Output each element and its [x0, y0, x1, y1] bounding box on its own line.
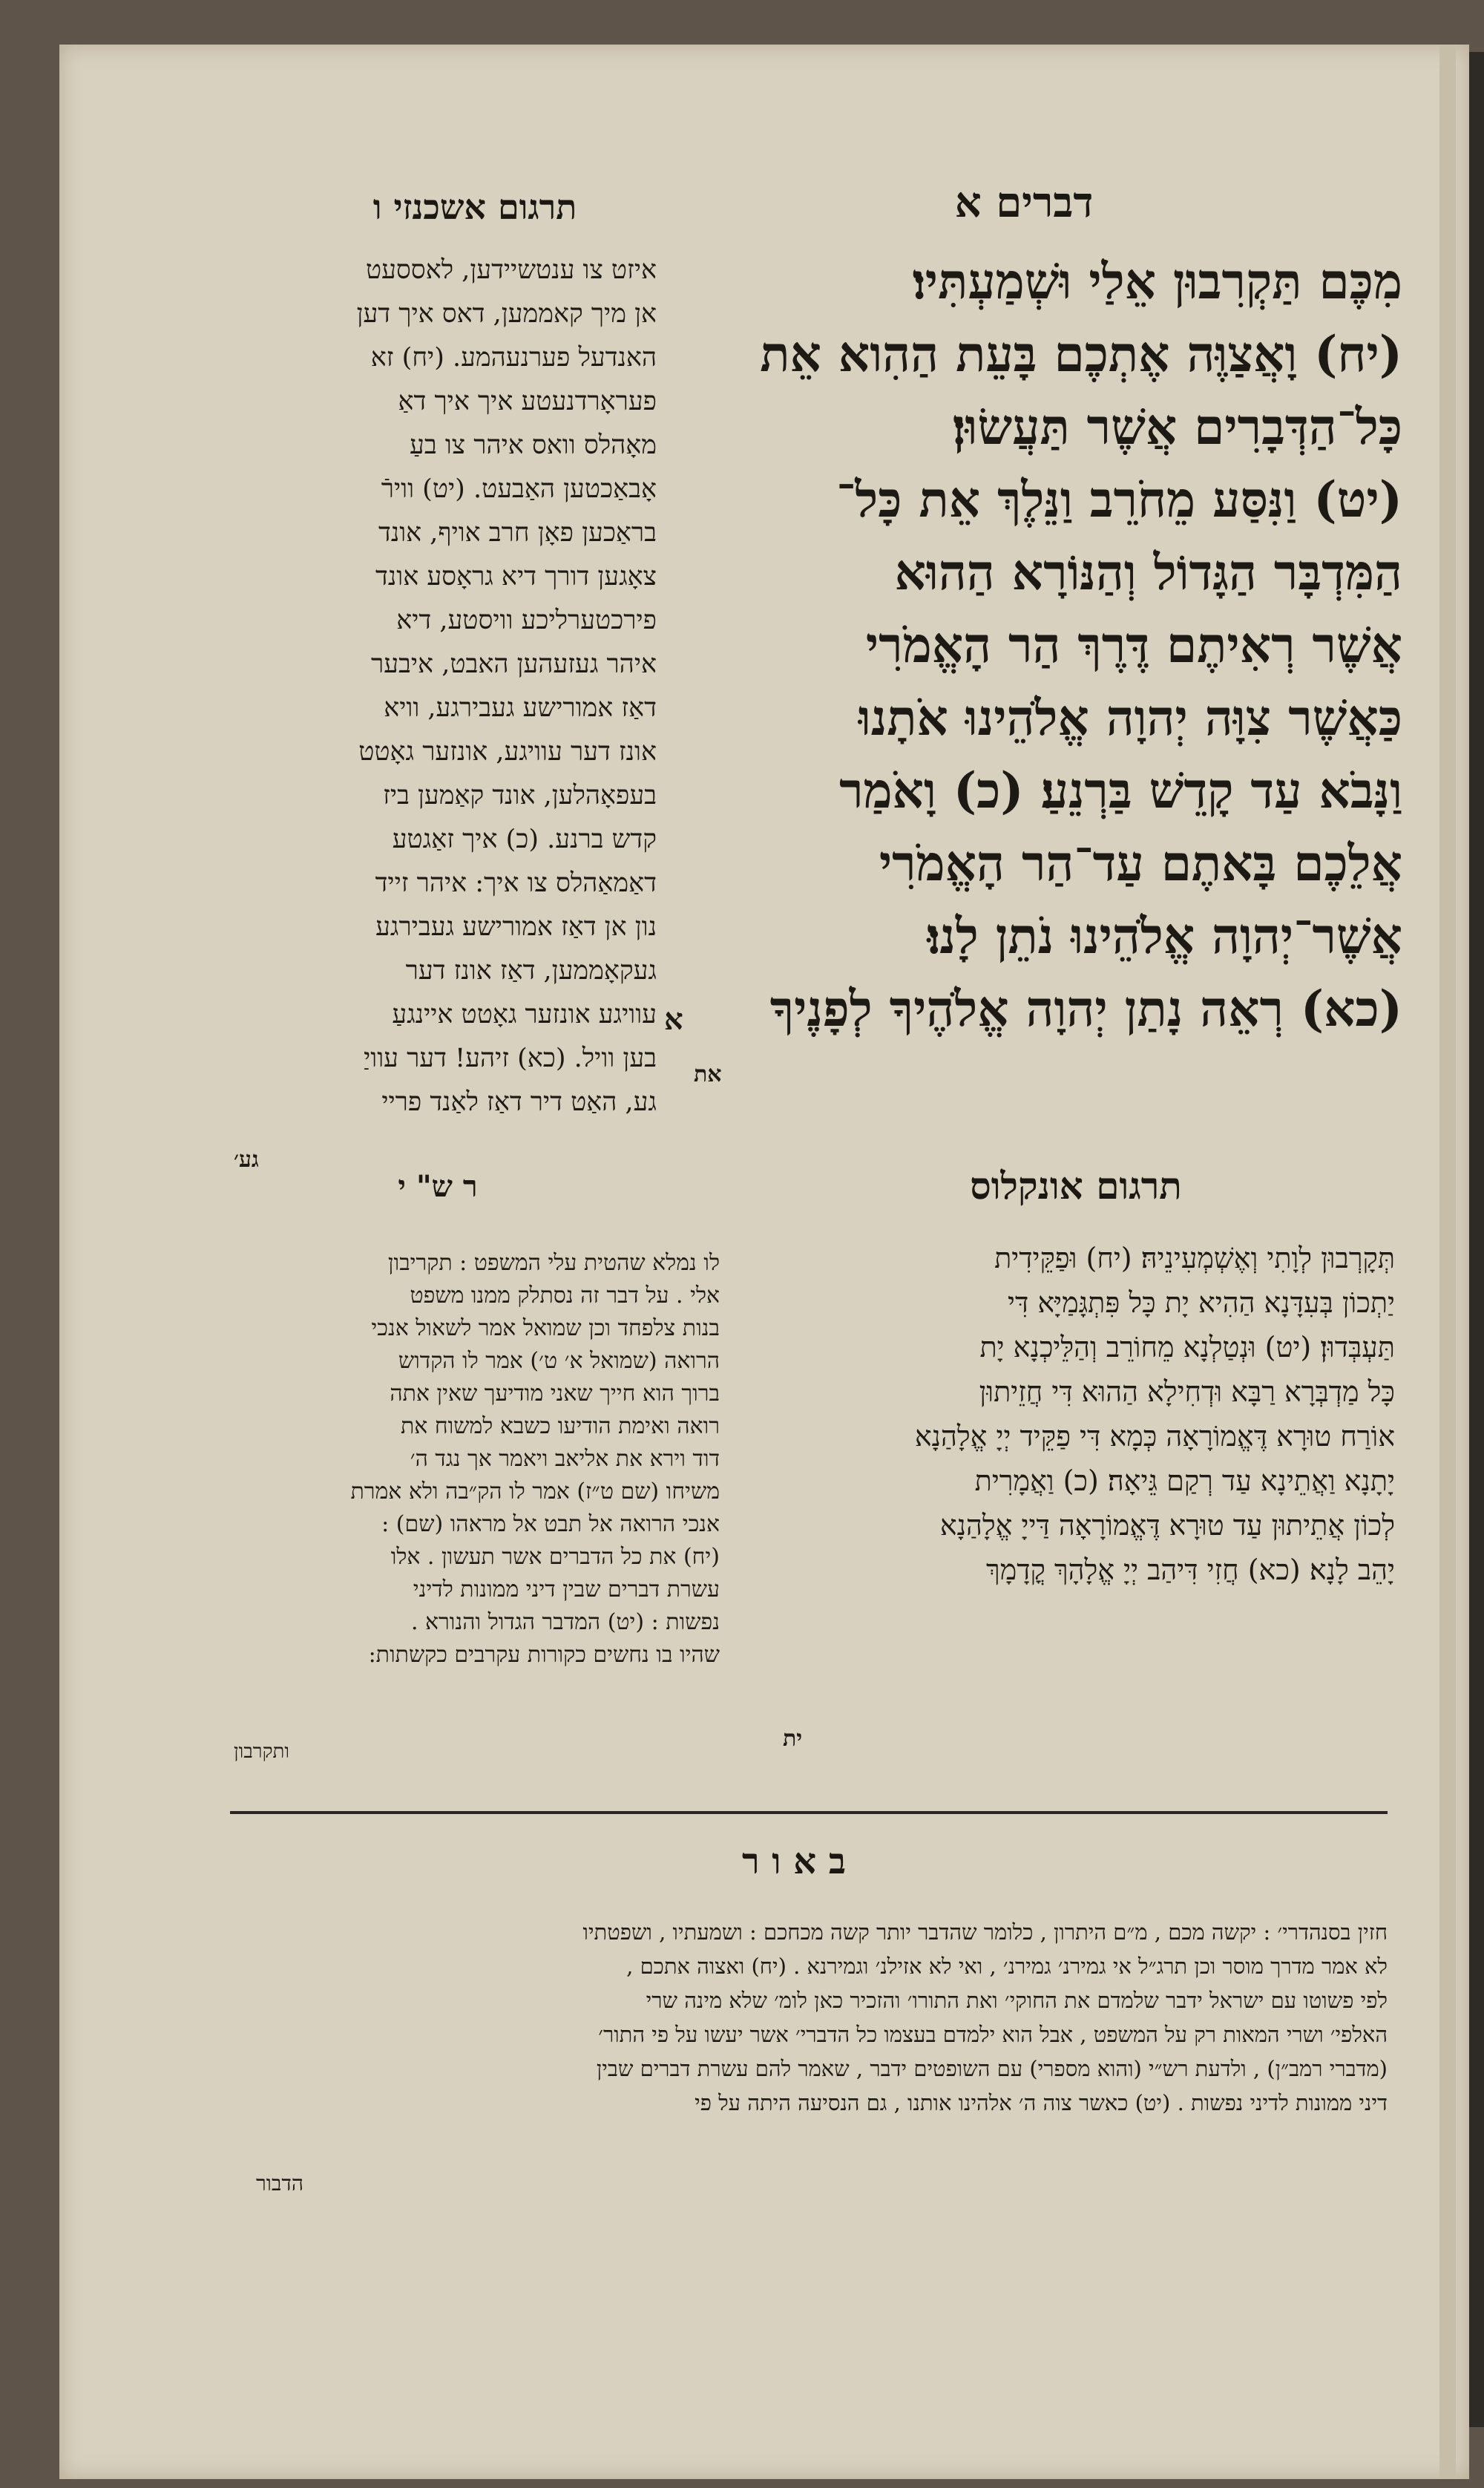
rashi-line: דוד וירא את אליאב ויאמר אך נגד ה׳ [410, 1446, 720, 1472]
ashkenazi-line: איזט צו ענטשיידען, לאססעט [365, 255, 657, 285]
onkelos-line: תְּקָרְבוּן לְוָתִי וְאֶשְׁמְעִינֵיהּ׃ (יח) וּפַקֵּידִית [994, 1242, 1395, 1274]
ashkenazi-line: דאַז אמורישע געבירגע, וויא [384, 693, 657, 723]
main-text-line: וַנָּבֹא עַד קָדֵשׁ בַּרְנֵעַ׃ (כ) וָאֹמַר [839, 762, 1402, 819]
rashi-line: רואה ואימת הודיעו כשבא למשוח את [400, 1413, 720, 1439]
onkelos-line: לְכוֹן אֲתֵיתוּן עַד טוּרָא דֶּאֱמוֹרָאָה דַּייָ אֱלָהַנָא [939, 1509, 1395, 1542]
main-text-line: הַמִּדְבָּר הַגָּדוֹל וְהַנּוֹרָא הַהוּא [894, 543, 1402, 601]
rashi-line: בנות צלפחד וכן שמואל אמר לשאול אנכי [371, 1315, 720, 1341]
rashi-line: לו נמלא שהטית עלי המשפט : תקריבון [387, 1250, 720, 1276]
rashi-line: ברוך הוא חייך שאני מודיעך שאין אתה [390, 1381, 720, 1407]
biur-line: לפי פשוטו עם ישראל ידבר שלמדם את החוקי׳ ואת התורו׳ והזכיר כאן לומ׳ שלא מינה שרי [646, 1988, 1388, 2013]
ashkenazi-line: בראַכען פאָן חרב אויף, אונד [378, 518, 657, 548]
main-catchword: את [694, 1061, 722, 1087]
main-text-line: כָּל־הַדְּבָרִים אֲשֶׁר תַּעֲשׂוּן׃ [952, 398, 1402, 456]
biur-line: דיני ממונות לדיני נפשות . (יט) כאשר צוה ה׳ אלהינו אותנו , גם הנסיעה היתה על פי [695, 2090, 1388, 2115]
ashkenazi-line: בעפאָהלען, אונד קאַמען ביז [383, 781, 657, 811]
ashkenazi-translation-header: תרגום אשכנזי ו [372, 187, 577, 227]
onkelos-line: יַתְכוֹן בְּעִדָּנָא הַהִיא יָת כָּל פִּתְגָּמַיָּא דִּי [1008, 1286, 1395, 1319]
onkelos-line: אוֹרַח טוּרָא דֶּאֱמוֹרָאָה כְּמָא דִּי פַקֵּיד יְיָ אֱלָהַנָא [914, 1420, 1395, 1453]
main-column-marker: א [664, 1002, 683, 1037]
rashi-line: אנכי הרואה אל תבט אל מראהו (שם) : [381, 1511, 720, 1537]
ashkenazi-line: געקאָממען, דאַז אונז דער [405, 956, 657, 986]
rashi-commentary-text [230, 1247, 720, 1672]
biur-line: לא אמר מדרך מוסר וכן תרג״ל אי גמירנ׳ גמירנ׳ , ואי לא אזילנ׳ וגמירנא . (יח) ואצוה אתכם , [626, 1954, 1388, 1979]
ashkenazi-line: פירכטערליכע וויסטע, דיא [396, 606, 657, 635]
main-text-line: (יט) וַנִּסַּע מֵחֹרֵב וַנֵּלֶךְ אֵת כָּל־ [836, 471, 1402, 528]
rashi-header: ר ש" י [398, 1169, 478, 1204]
main-text-line: אֲשֶׁר רְאִיתֶם דֶּרֶךְ הַר הָאֱמֹרִי [865, 616, 1402, 674]
ashkenazi-line: אָבאַכטען האַבעט. (יט) ווירֿ [381, 474, 657, 504]
biur-catchword: הדבור [256, 2171, 303, 2196]
biur-line: (מדברי רמב״ן) , ולדעת רש״י (והוא מספרי) עם השופטים ידבר , שאמר להם עשרת דברים שבין [596, 2056, 1388, 2081]
ashkenazi-line: נון אן דאַז אמורישע געבירגע [375, 912, 657, 942]
ashkenazi-translation-text [223, 249, 657, 1124]
onkelos-line: כָּל מַדְבְּרָא רַבָּא וּדְחִילָא הַהוּא דִּי חֲזֵיתוּן [979, 1375, 1395, 1408]
ashkenazi-catchword: גע׳ [234, 1147, 259, 1173]
main-text-line: אֲשֶׁר־יְהוָה אֱלֹהֵינוּ נֹתֵן לָנוּ׃ [927, 907, 1402, 965]
biur-header: ב א ו ר [742, 1841, 846, 1882]
onkelos-line: יָתָנָא וַאֲתֵינָא עַד רְקַם גֵּיאָה׃ (כ) וַאֲמָרִית [974, 1464, 1395, 1497]
rashi-line: משיחו (שם ט״ז) אמר לו הק״בה ולא אמרת [350, 1479, 720, 1505]
ashkenazi-line: דאַמאַהלס צו איך: איהר זייד [375, 868, 657, 898]
rashi-line: הרואה (שמואל א׳ ט׳) אמר לו הקדוש [398, 1348, 720, 1374]
onkelos-line: תַּעְבְּדוּן׃ (יט) וּנְטַלְנָא מֵחוֹרֵב וְהַלֵּיכְנָא יָת [979, 1331, 1395, 1364]
ashkenazi-line: גע, האַט דיר דאַז לאַנד פריי [381, 1087, 657, 1117]
main-torah-text [653, 245, 1402, 1045]
ashkenazi-line: עוויגע אונזער גאָטט איינגעַ [392, 1000, 657, 1029]
page-edge-strip [1439, 45, 1456, 2479]
main-text-header: דברים א [954, 178, 1094, 227]
ashkenazi-line: מאָהלס וואס איהר צו בעַ [410, 431, 657, 460]
onkelos-line: יָהֵב לָנָא׃ (כא) חֲזִי דִּיהַב יְיָ אֱלָהָךְ קֳדָמָךְ [986, 1554, 1395, 1586]
onkelos-header: תרגום אונקלוס [970, 1164, 1182, 1208]
ashkenazi-line: אן מיך קאממען, דאס איך דען [356, 299, 657, 329]
rashi-line: עשרת דברים שבין דיני ממונות לדיני [413, 1577, 720, 1603]
ashkenazi-line: קדש ברנע. (כ) איך זאַגטע [392, 825, 657, 854]
onkelos-text [742, 1236, 1395, 1592]
ashkenazi-line: פעראָרדנעטע איך איך דאַ [398, 387, 657, 416]
rashi-line: נפשות : (יט) המדבר הגדול והנורא . [410, 1609, 720, 1635]
ashkenazi-line: האנדעל פערנעהמע. (יח) זא [370, 343, 657, 373]
biur-commentary-text [223, 1915, 1388, 2120]
main-text-line: מִכֶּם תַּקְרִבוּן אֵלַי וּשְׁמַעְתִּיו׃ [912, 252, 1402, 310]
ashkenazi-line: צאָגען דורך דיא גראָסע אונד [375, 562, 657, 592]
main-text-line: אֲלֵכֶם בָּאתֶם עַד־הַר הָאֱמֹרִי [879, 834, 1402, 892]
section-divider [230, 1811, 1388, 1814]
biur-line: האלפי׳ ושרי המאות רק על המשפט , אבל הוא ילמדם בעצמו כל הדברי׳ אשר יעשו על פי התור׳ [598, 2022, 1388, 2047]
ashkenazi-line: בען וויל. (כא) זיהע! דער עוויַ [364, 1044, 657, 1073]
rashi-line: אלי . על דבר זה נסתלק ממנו משפט [410, 1283, 720, 1309]
main-text-line: (כא) רְאֵה נָתַן יְהוָה אֱלֹהֶיךָ לְפָנֶיךָ [769, 980, 1402, 1038]
biur-line: חזין בסנהדרי׳ : יקשה מכם , מ״ם היתרון , כלומר שהדבר יותר קשה מכחכם : ושמעתיו , ושפטתיו [582, 1919, 1388, 1945]
rashi-catchword: ותקרבון [234, 1741, 290, 1763]
ashkenazi-line: אונז דער עוויגע, אונזער גאָטט [358, 737, 657, 767]
ashkenazi-line: איהר געזעהען האבט, איבער [371, 649, 657, 679]
onkelos-catchword: ית [783, 1726, 803, 1752]
main-text-line: כַּאֲשֶׁר צִוָּה יְהוָה אֱלֹהֵינוּ אֹתָנוּ [858, 689, 1402, 747]
rashi-line: (יח) את כל הדברים אשר תעשון . אלו [390, 1544, 720, 1570]
main-text-line: (יח) וָאֲצַוֶּה אֶתְכֶם בָּעֵת הַהִוא אֵת [760, 325, 1402, 383]
rashi-line: שהיו בו נחשים כקורות עקרבים כקשתות: [368, 1642, 720, 1668]
